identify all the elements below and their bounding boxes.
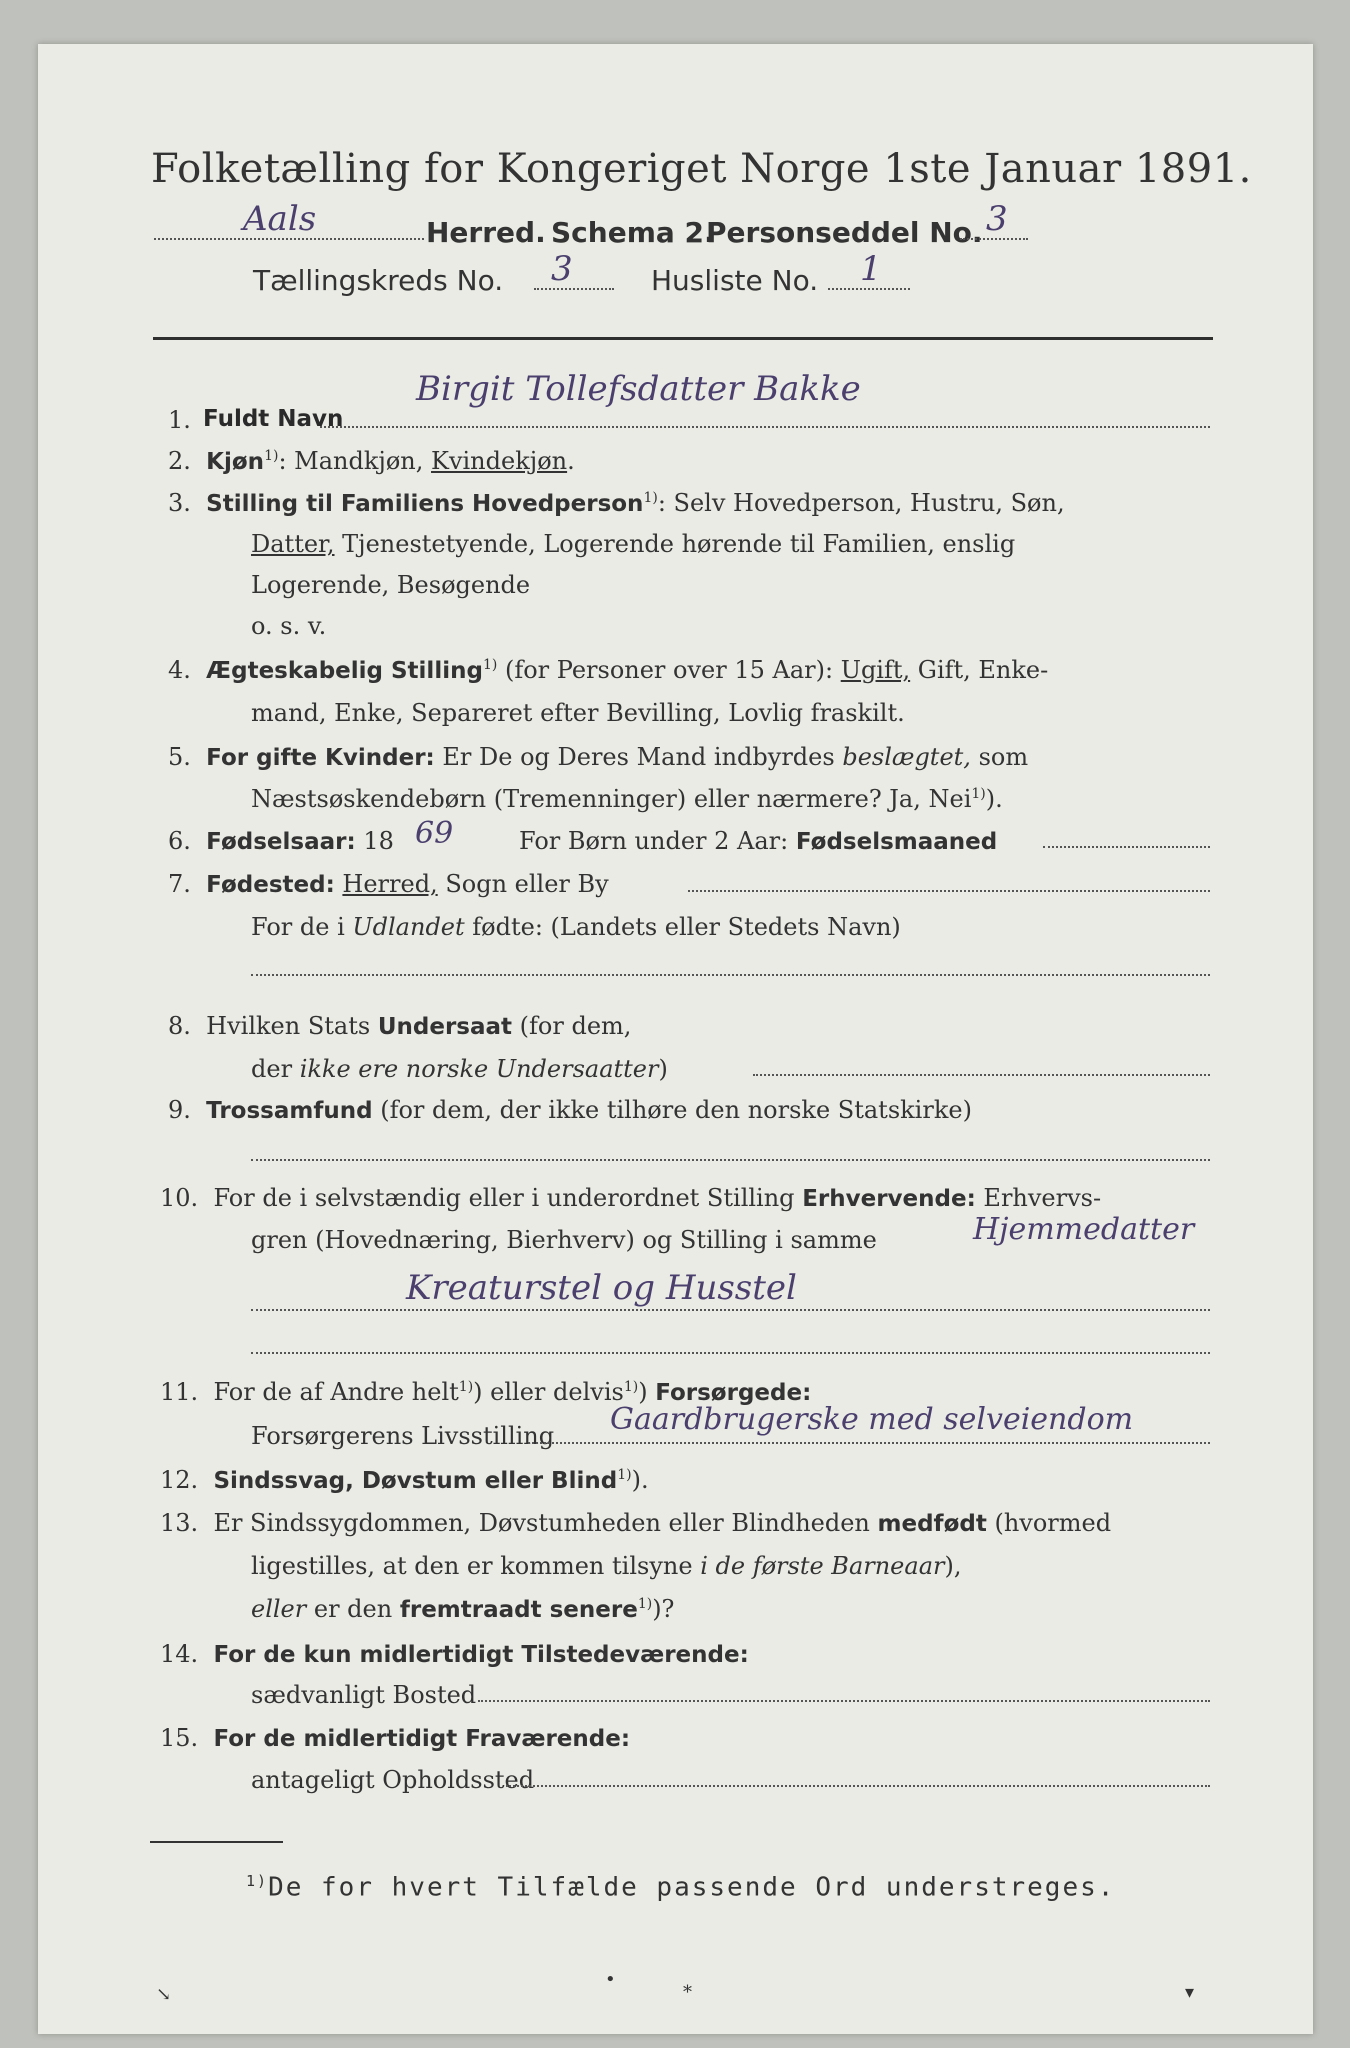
q9-line: 9. Trossamfund (for dem, der ikke tilhøre den norske Statskirke) (168, 1096, 972, 1124)
q9-dotted-line (251, 1159, 1210, 1161)
q2-selected-option: Kvindekjøn (431, 447, 568, 475)
q11-line2: Forsørgerens Livsstilling (251, 1422, 555, 1450)
q13-line1: 13. Er Sindssygdommen, Døvstumheden eller Blindheden medfødt (hvormed (160, 1509, 1112, 1537)
q2-line: 2. Kjøn$^{1)}$: Mandkjøn, Kvindekjøn. (168, 447, 575, 475)
q12-label: Sindssvag, Døvstum eller Blind (213, 1468, 618, 1494)
print-mark: ↘ (156, 1984, 172, 2005)
q13-number: 13. (160, 1509, 199, 1537)
q12-line: 12. Sindssvag, Døvstum eller Blind$^{1)}$). (160, 1466, 649, 1494)
personseddel-label: Personseddel No. (706, 216, 983, 249)
footnote: $^{1)}$De for hvert Tilfælde passende Ord understreges. (246, 1872, 1116, 1903)
q9-label: Trossamfund (206, 1098, 373, 1124)
q8-number: 8. (168, 1012, 191, 1040)
q3-label: Stilling til Familiens Hovedperson (206, 491, 644, 517)
q7-dotted-line2 (251, 974, 1210, 976)
q10-answer-2: Kreaturstel og Husstel (406, 1268, 797, 1308)
footnote-rule (150, 1841, 283, 1843)
q11-number: 11. (160, 1378, 199, 1406)
q14-label: For de kun midlertidigt Tilstedeværende: (213, 1642, 749, 1668)
q10-answer-1: Hjemmedatter (973, 1212, 1195, 1247)
q11-line1: 11. For de af Andre helt$^{1)}$) eller delvis$^{1)}$) Forsørgede: (160, 1378, 812, 1406)
form-title: Folketælling for Kongeriget Norge 1ste Januar 1891. (151, 146, 1252, 192)
q3-line3: Logerende, Besøgende (251, 571, 531, 599)
q4-line2: mand, Enke, Separeret efter Bevilling, Lovlig fraskilt. (251, 699, 905, 727)
print-mark: • (605, 1969, 616, 1990)
husliste-value: 1 (860, 249, 882, 289)
q8-dotted-line (753, 1074, 1210, 1076)
schema-label: Schema 2. (551, 216, 715, 249)
herred-value: Aals (243, 199, 317, 239)
q5-label: For gifte Kvinder: (206, 745, 435, 771)
q3-selected-option: Datter, (251, 530, 335, 558)
q6-year-value: 69 (415, 816, 454, 851)
q14-number: 14. (160, 1640, 199, 1668)
q2-number: 2. (168, 447, 191, 475)
q4-line1: 4. Ægteskabelig Stilling$^{1)}$ (for Personer over 15 Aar): Ugift, Gift, Enke- (168, 656, 1049, 684)
print-mark: * (683, 1982, 692, 2003)
q5-line1: 5. For gifte Kvinder: Er De og Deres Mand indbyrdes beslægtet, som (168, 743, 1029, 771)
q14-dotted-line (478, 1700, 1210, 1702)
q7-number: 7. (168, 870, 191, 898)
herred-label: Herred. (426, 216, 546, 249)
q6-line: 6. Fødselsaar: 18 (168, 827, 394, 855)
q5-line2: Næstsøskendebørn (Tremenninger) eller nærmere? Ja, Nei$^{1)}$). (251, 785, 1003, 813)
q8-line1: 8. Hvilken Stats Undersaat (for dem, (168, 1012, 632, 1040)
q15-dotted-line (506, 1785, 1210, 1787)
q10-line1: 10. For de i selvstændig eller i underordnet Stilling Erhvervende: Erhvervs- (160, 1184, 1102, 1212)
q13-line2: ligestilles, at den er kommen tilsyne i de første Barneaar), (251, 1552, 962, 1580)
q1-dotted-line (320, 426, 1210, 428)
taellingskreds-dotted-line (534, 288, 614, 290)
q7-dotted-line1 (688, 890, 1210, 892)
q14-line1 (160, 1640, 749, 1668)
q15-line1 (160, 1724, 630, 1752)
print-mark: ▾ (1185, 1982, 1195, 2003)
husliste-label: Husliste No. (651, 264, 819, 297)
q3-line4: o. s. v. (251, 612, 327, 640)
q2-label: Kjøn (206, 449, 265, 475)
q13-line3: eller er den fremtraadt senere$^{1)}$)? (251, 1595, 675, 1623)
q1-answer: Birgit Tollefsdatter Bakke (416, 369, 861, 409)
taellingskreds-label: Tællingskreds No. (253, 264, 504, 297)
q5-number: 5. (168, 743, 191, 771)
q15-line2: antageligt Opholdssted (251, 1766, 535, 1794)
q3-line2: Datter, Tjenestetyende, Logerende hørende til Familien, enslig (251, 530, 1016, 558)
q8-line2: der ikke ere norske Undersaatter) (251, 1055, 668, 1083)
q15-label: For de midlertidigt Fraværende: (213, 1726, 631, 1752)
q6-birth-month: For Børn under 2 Aar: Fødselsmaaned (519, 827, 998, 855)
q3-line1: 3. Stilling til Familiens Hovedperson$^{1)}$: Selv Hovedperson, Hustru, Søn, (168, 489, 1065, 517)
census-form-sheet (38, 44, 1313, 2034)
q4-label: Ægteskabelig Stilling (206, 658, 483, 684)
q7-line2: For de i Udlandet fødte: (Landets eller Stedets Navn) (251, 913, 901, 941)
q9-number: 9. (168, 1096, 191, 1124)
q7-selected-option: Herred, (342, 870, 438, 898)
q12-number: 12. (160, 1466, 199, 1494)
q15-number: 15. (160, 1724, 199, 1752)
q4-selected-option: Ugift, (840, 656, 911, 684)
q1-label: Fuldt Navn (203, 406, 344, 432)
q4-number: 4. (168, 656, 191, 684)
q11-answer: Gaardbrugerske med selveiendom (610, 1402, 1134, 1437)
header-rule (153, 337, 1213, 340)
q7-label: Fødested: (206, 872, 335, 898)
q1-number: 1. (168, 406, 191, 434)
q10-number: 10. (160, 1184, 199, 1212)
q3-number: 3. (168, 489, 191, 517)
q10-dotted-line2 (251, 1352, 1210, 1354)
personseddel-value: 3 (986, 199, 1008, 239)
q6-dotted-line (1043, 846, 1210, 848)
q6-label: Fødselsaar: (206, 829, 356, 855)
q7-line1: 7. Fødested: Herred, Sogn eller By (168, 870, 609, 898)
q10-line2: gren (Hovednæring, Bierhverv) og Stilling i samme (251, 1226, 877, 1254)
taellingskreds-value: 3 (551, 249, 573, 289)
q14-line2: sædvanligt Bosted (251, 1681, 477, 1709)
q6-number: 6. (168, 827, 191, 855)
q10-dotted-line1 (251, 1309, 1210, 1311)
q11-dotted-line (528, 1442, 1210, 1444)
